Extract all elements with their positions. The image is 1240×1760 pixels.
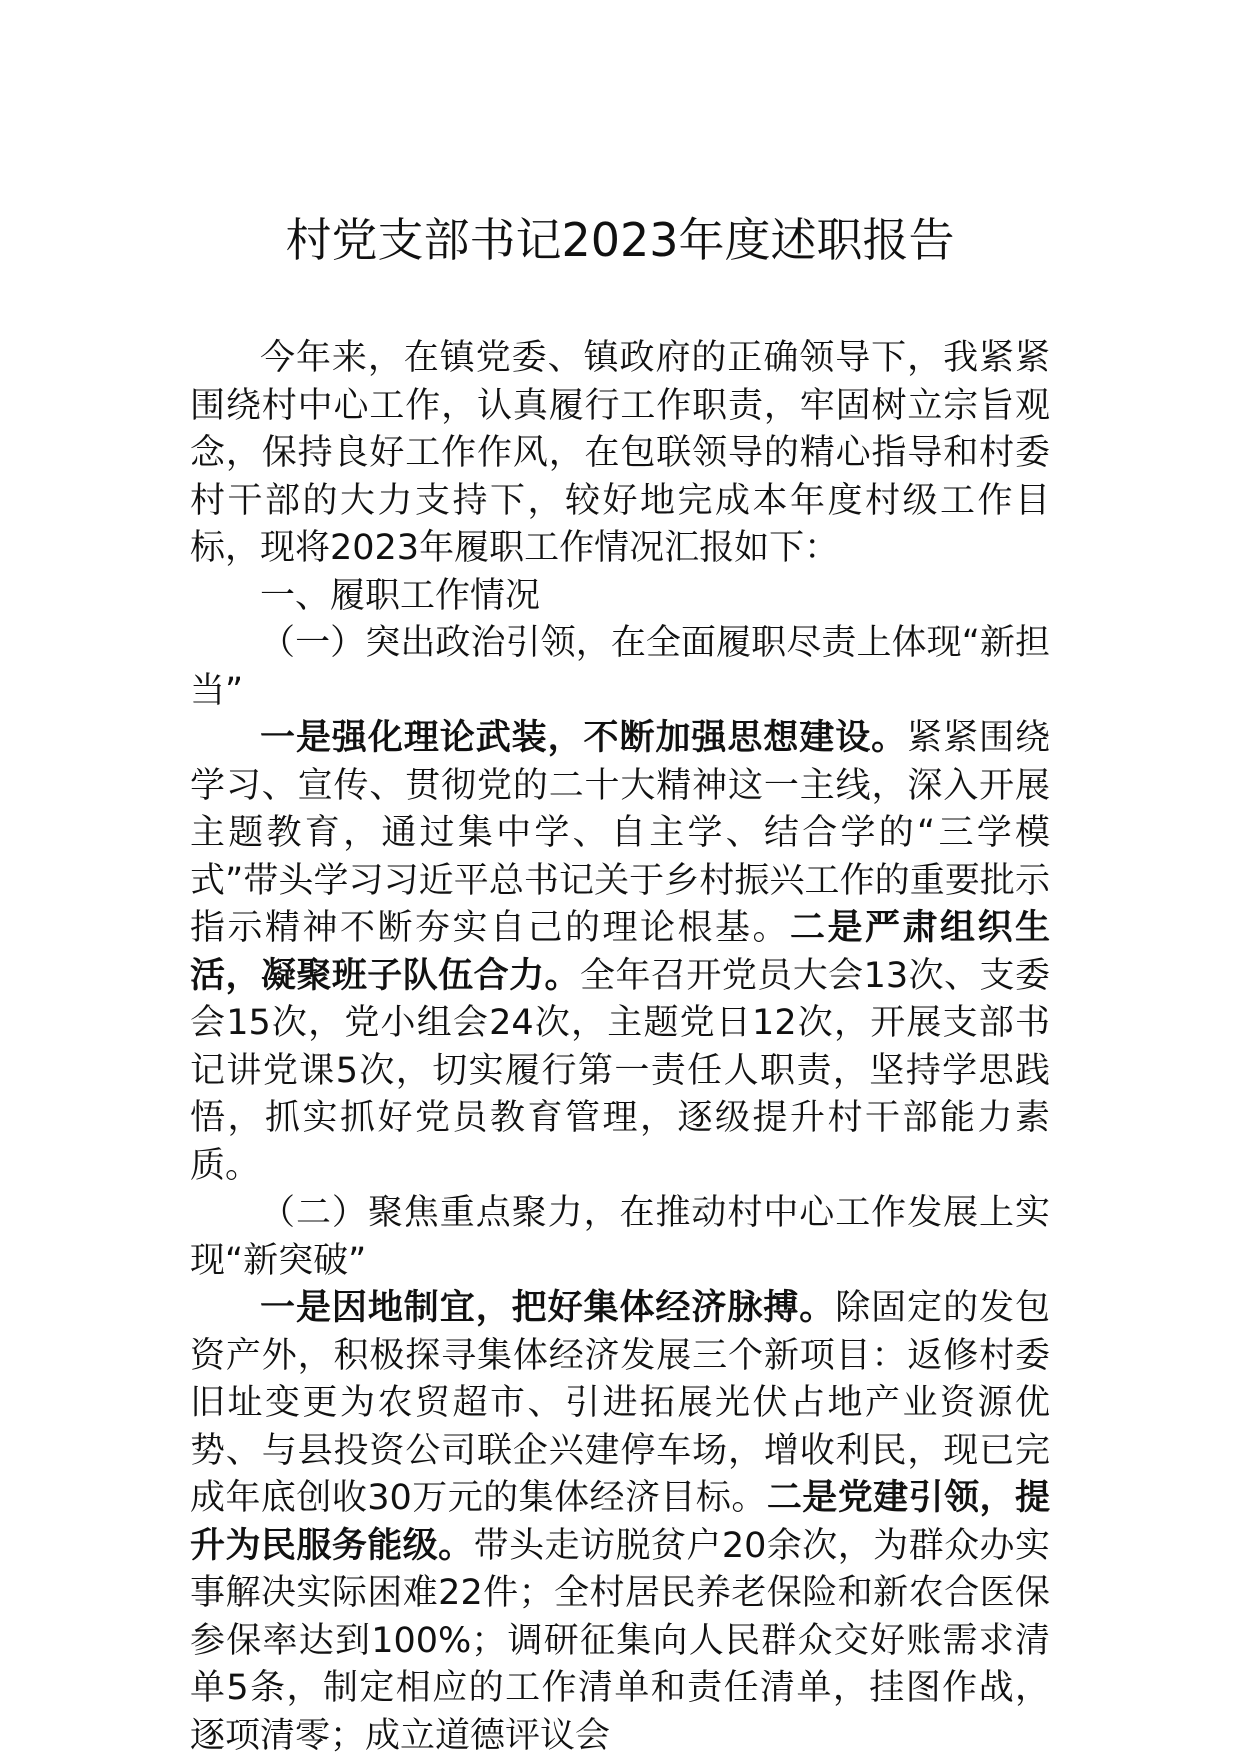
paragraph-2 xyxy=(190,1285,1050,1760)
paragraph-1-lead-2: 二是严肃组织生活，凝聚班子队伍合力。 xyxy=(190,908,1050,996)
paragraph-2-text-2: 带头走访脱贫户20余次，为群众办实事解决实际困难22件；全村居民养老保险和新农合医保参保率达到100%；调研征集向人民群众交好账需求清单5条，制定相应的工作清单和责任清单，挂图作战，逐项清零；成立道德评议会 xyxy=(190,1525,1050,1756)
paragraph-2-lead-1: 一是因地制宜，把好集体经济脉搏。 xyxy=(260,1288,836,1328)
paragraph-2-text-1: 除固定的发包资产外，积极探寻集体经济发展三个新项目：返修村委旧址变更为农贸超市、引进拓展光伏占地产业资源优势、与县投资公司联企兴建停车场，增收利民，现已完成年底创收30万元的集体经济目标。 xyxy=(190,1288,1050,1518)
document-body xyxy=(190,335,1050,1760)
paragraph-2-lead-2: 二是党建引领，提升为民服务能级。 xyxy=(190,1478,1050,1566)
intro-paragraph: 今年来，在镇党委、镇政府的正确领导下，我紧紧围绕村中心工作，认真履行工作职责，牢固树立宗旨观念，保持良好工作作风，在包联领导的精心指导和村委村干部的大力支持下，较好地完成本年度村级工作目标，现将2023年履职工作情况汇报如下： xyxy=(190,338,1050,568)
subsection-heading-1: （一）突出政治引领，在全面履职尽责上体现“新担当” xyxy=(190,623,1050,711)
paragraph-1 xyxy=(190,715,1050,1190)
section-heading: 一、履职工作情况 xyxy=(260,575,541,616)
paragraph-1-lead-1: 一是强化理论武装，不断加强思想建设。 xyxy=(260,718,908,758)
paragraph-1-text-1: 紧紧围绕学习、宣传、贯彻党的二十大精神这一主线，深入开展主题教育，通过集中学、自主学、结合学的“三学模式”带头学习习近平总书记关于乡村振兴工作的重要批示指示精神不断夯实自己的理论根基。 xyxy=(190,718,1050,948)
document-title: 村党支部书记2023年度述职报告 xyxy=(285,213,955,267)
paragraph-1-text-2: 全年召开党员大会13次、支委会15次，党小组会24次，主题党日12次，开展支部书记讲党课5次，切实履行第一责任人职责，坚持学思践悟，抓实抓好党员教育管理，逐级提升村干部能力素质。 xyxy=(190,955,1050,1186)
subsection-heading-2: （二）聚焦重点聚力，在推动村中心工作发展上实现“新突破” xyxy=(190,1193,1050,1281)
